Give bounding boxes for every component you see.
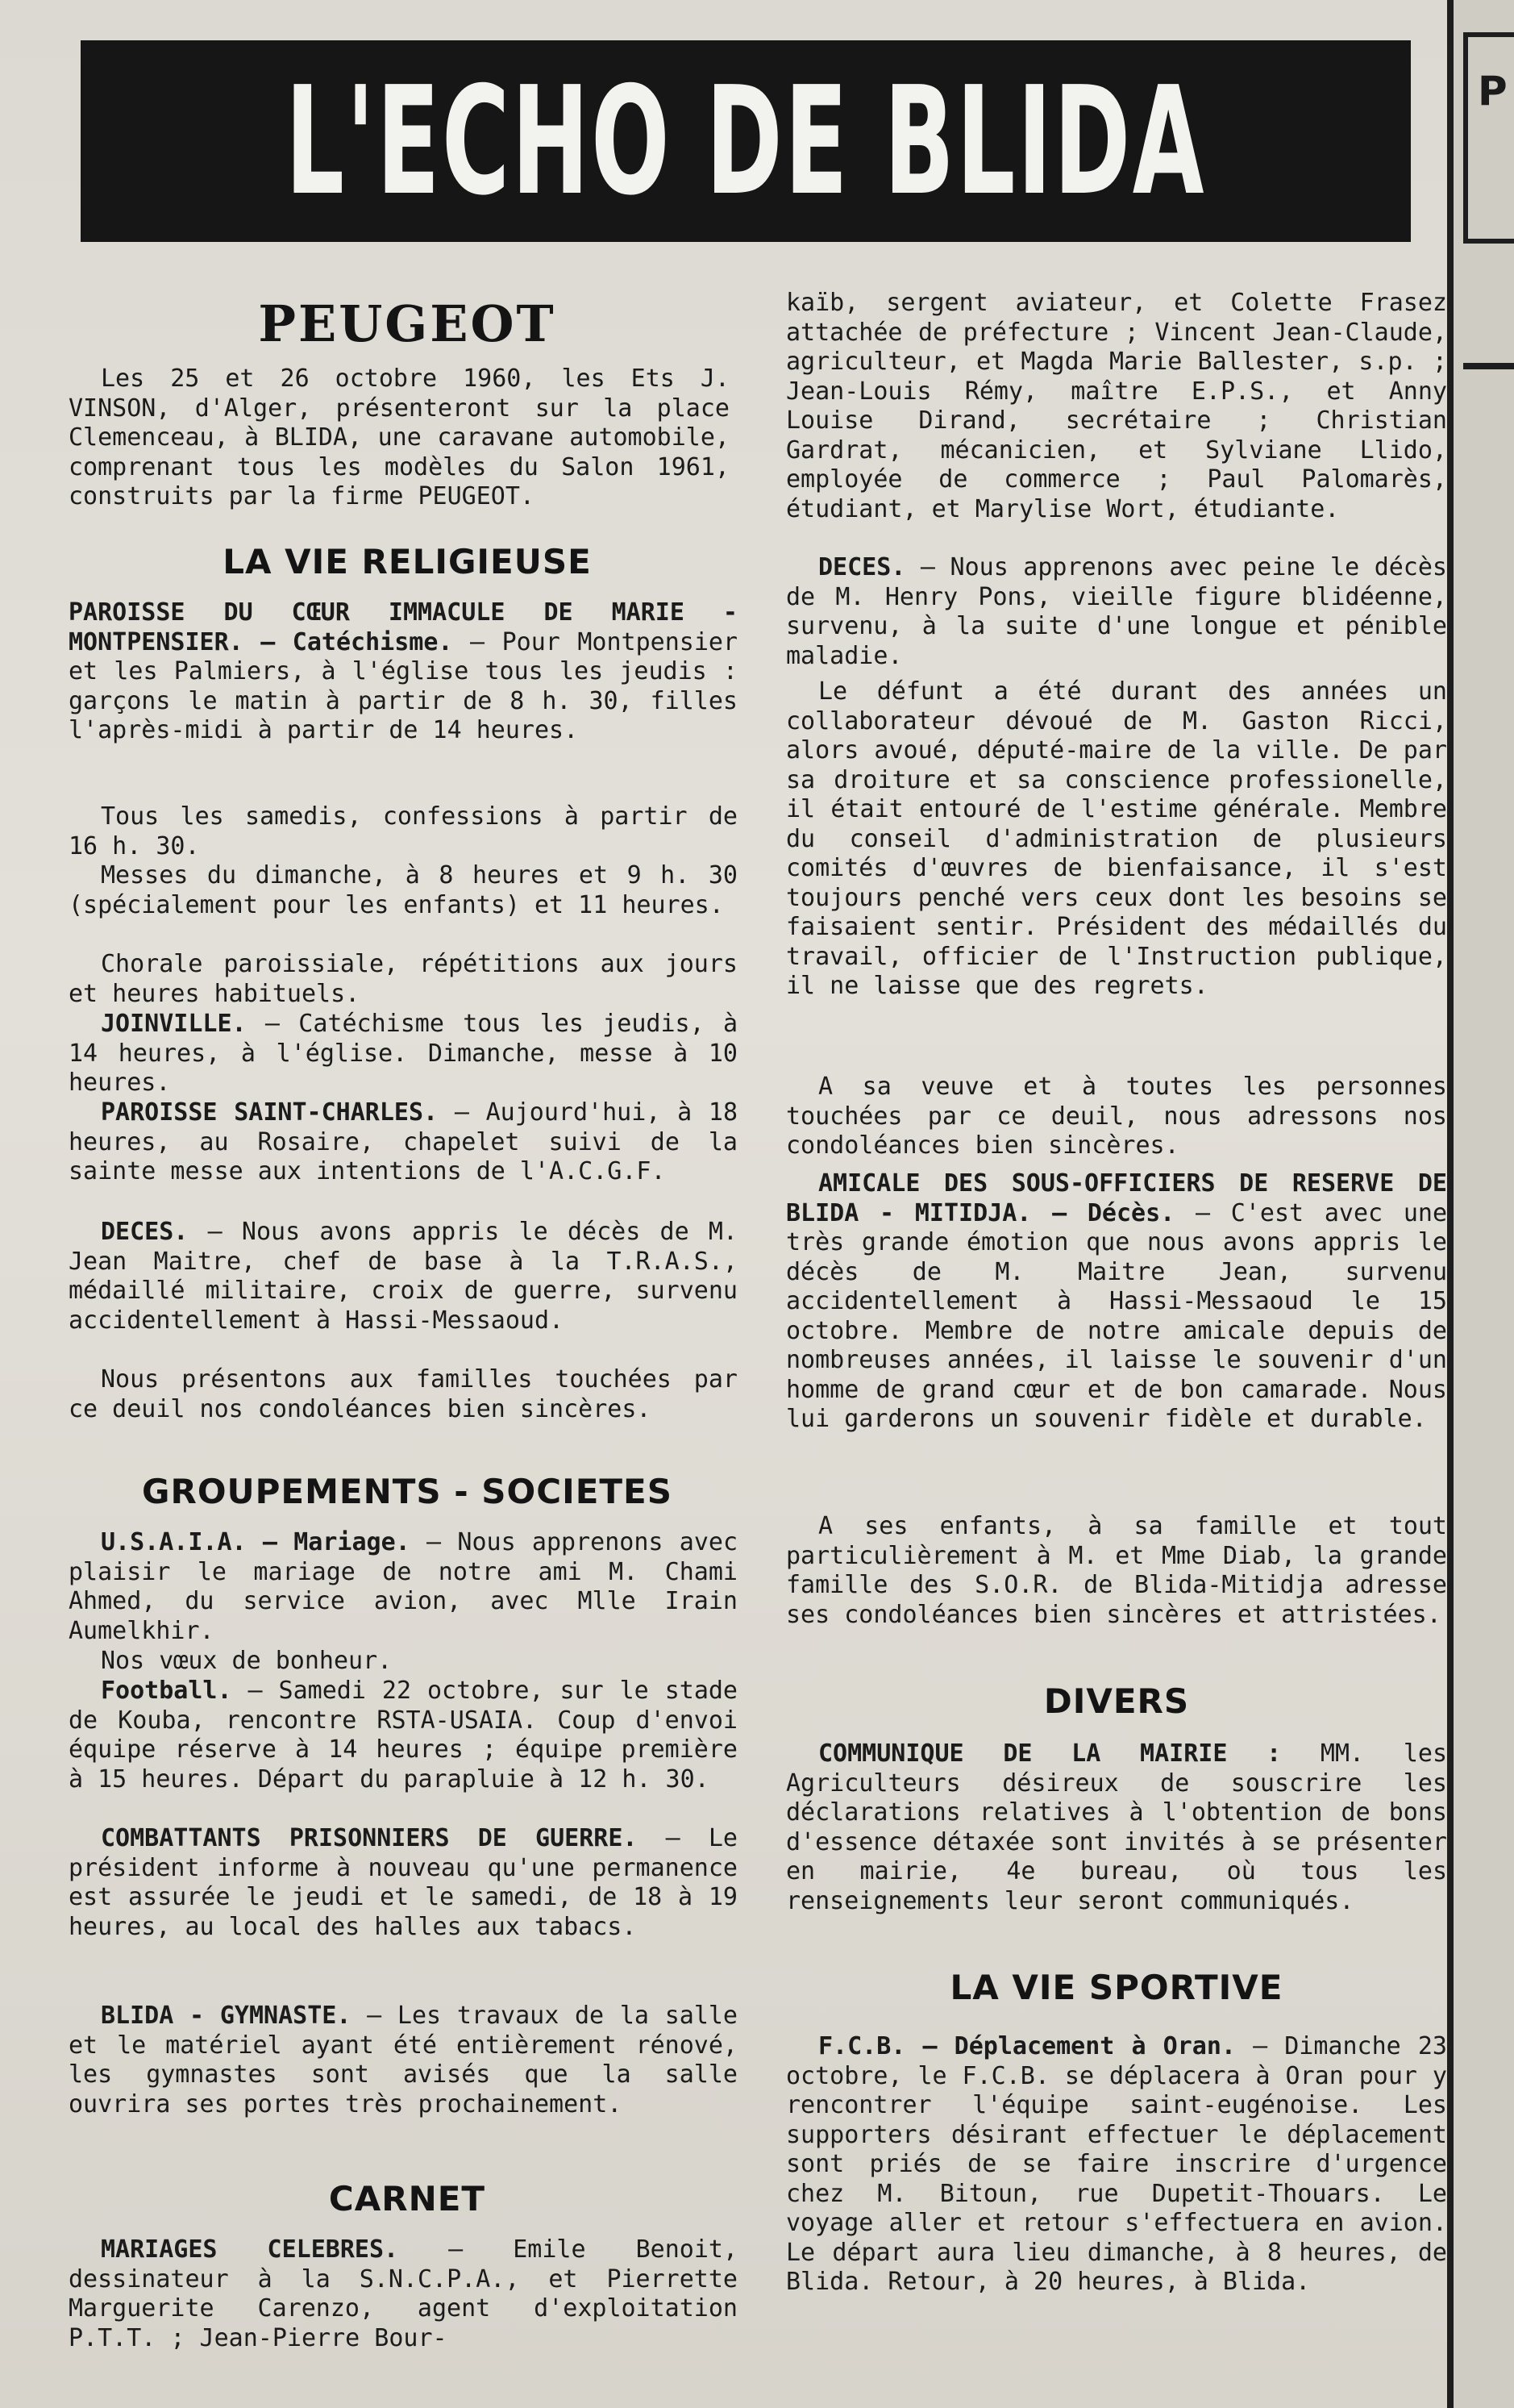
groupements-heading: GROUPEMENTS - SOCIETES	[142, 1472, 672, 1511]
combattants-paragraph	[69, 1824, 738, 1942]
coeur-text: — Pour Montpensier et les Palmiers, à l'église tous les jeudis : garçons le matin à partir de 8 h. 30, filles l'après-midi à partir de 14 heures.	[69, 627, 738, 744]
stcharles-lead: PAROISSE SAINT-CHARLES.	[101, 1098, 439, 1127]
deces-pons-paragraph	[786, 553, 1447, 671]
veuve-paragraph: A sa veuve et à toutes les personnes touchées par ce deuil, nous adressons nos condoléances bien sincères.	[786, 1073, 1447, 1160]
masthead-banner	[81, 40, 1411, 242]
joinville-paragraph	[69, 1010, 738, 1098]
fcb-text: — Dimanche 23 octobre, le F.C.B. se déplacera à Oran pour y rencontrer l'équipe saint-eugénoise. Les supporters désirant effectuer le déplacement sont priés de se faire inscrire d'urgence chez M. Bitoun, rue Dupetit-Thouars. Le voyage aller et retour s'effectuera en avion. Le départ aura lieu dimanche, à 8 heures, de Blida. Retour, à 20 heures, à Blida.	[786, 2032, 1447, 2296]
deces-pons-lead: DECES.	[818, 553, 906, 581]
coeur-paragraph	[69, 598, 738, 746]
peugeot-paragraph: Les 25 et 26 octobre 1960, les Ets J. VINSON, d'Alger, présenteront sur la place Clemenceau, à BLIDA, une caravane automobile, comprenant tous les modèles du Salon 1961, construits par la firme PEUGEOT.	[69, 365, 730, 510]
deces-lead: DECES.	[101, 1218, 189, 1246]
adjacent-page-rule	[1463, 363, 1514, 434]
amicale-lead: AMICALE DES SOUS-OFFICIERS DE RESERVE DE BLIDA - MITIDJA. — Décès.	[786, 1169, 1447, 1227]
mariages-lead: MARIAGES CELEBRES.	[101, 2235, 399, 2264]
communique-paragraph	[786, 1739, 1447, 1916]
football-text: — Samedi 22 octobre, sur le stade de Kouba, rencontre RSTA-USAIA. Coup d'envoi équipe réserve à 14 heures ; équipe première à 15 heures. Départ du parapluie à 12 h. 30.	[69, 1677, 738, 1794]
deces-text: — Nous avons appris le décès de M. Jean Maitre, chef de base à la T.R.A.S., médaillé militaire, croix de guerre, survenu accidentellement à Hassi-Messaoud.	[69, 1218, 738, 1335]
defunt-paragraph: Le défunt a été durant des années un collaborateur dévoué de M. Gaston Ricci, alors avoué, député-maire de la ville. De par sa droiture et sa conscience professionelle, il était entouré de l'estime générale. Membre du conseil d'administration de plusieurs comités d'œuvres de bienfaisance, il s'est toujours penché vers ceux dont les besoins se faisaient sentir. Président des médaillés du travail, officier de l'Instruction publique, il ne laisse que des regrets.	[786, 677, 1447, 1000]
usaia-text: — Nous apprenons avec plaisir le mariage de notre ami M. Chami Ahmed, du service avion, avec Mlle Irain Aumelkhir.	[69, 1528, 738, 1645]
football-paragraph	[69, 1677, 738, 1794]
amicale-paragraph	[786, 1169, 1447, 1435]
mariages-continued: kaïb, sergent aviateur, et Colette Frasez attachée de préfecture ; Vincent Jean-Claude, agriculteur, et Magda Marie Ballester, s.p. ; Jean-Louis Rémy, maître E.P.S., et Anny Louise Dirand, secrétaire ; Christian Gardrat, mécanicien, et Sylviane Llido, employée de commerce ; Paul Palomarès, étudiant, et Marylise Wort, étudiante.	[786, 289, 1447, 523]
chorale-paragraph: Chorale paroissiale, répétitions aux jours et heures habituels.	[69, 950, 738, 1008]
mariages-text: — Emile Benoit, dessinateur à la S.N.C.P.A., et Pierrette Marguerite Carenzo, agent d'exploitation P.T.T. ; Jean-Pierre Bour-	[69, 2235, 738, 2352]
fcb-paragraph	[786, 2032, 1447, 2298]
combattants-text: — Le président informe à nouveau qu'une permanence est assurée le jeudi et le samedi, de 18 à 19 heures, au local des halles aux tabacs.	[69, 1824, 738, 1941]
gymnaste-lead: BLIDA - GYMNASTE.	[101, 2002, 351, 2030]
deces-paragraph	[69, 1218, 738, 1335]
adjacent-page-edge	[1454, 0, 1514, 2408]
combattants-lead: COMBATTANTS PRISONNIERS DE GUERRE.	[101, 1824, 638, 1852]
peugeot-heading: PEUGEOT	[258, 294, 556, 353]
messes-paragraph: Messes du dimanche, à 8 heures et 9 h. 30 (spécialement pour les enfants) et 11 heures.	[69, 861, 738, 919]
joinville-text: — Catéchisme tous les jeudis, à 14 heures, à l'église. Dimanche, messe à 10 heures.	[69, 1010, 738, 1097]
vie-religieuse-heading: LA VIE RELIGIEUSE	[223, 542, 592, 581]
gymnaste-paragraph	[69, 2002, 738, 2119]
stcharles-text: — Aujourd'hui, à 18 heures, au Rosaire, chapelet suivi de la sainte messe aux intentions de l'A.C.G.F.	[69, 1098, 738, 1185]
mariages-paragraph	[69, 2235, 738, 2353]
football-lead: Football.	[101, 1677, 232, 1705]
divers-heading: DIVERS	[1043, 1681, 1190, 1721]
usaia-lead: U.S.A.I.A. — Mariage.	[101, 1528, 410, 1556]
samedis-paragraph: Tous les samedis, confessions à partir de 16 h. 30.	[69, 802, 738, 860]
enfants-paragraph: A ses enfants, à sa famille et tout particulièrement à M. et Mme Diab, la grande famille des S.O.R. de Blida-Mitidja adresse ses condoléances bien sincères et attristées.	[786, 1512, 1447, 1629]
stcharles-paragraph	[69, 1098, 738, 1187]
carnet-heading: CARNET	[328, 2179, 486, 2218]
adjacent-page-letter: P	[1478, 68, 1508, 115]
sportive-heading: LA VIE SPORTIVE	[950, 1968, 1283, 2007]
joinville-lead: JOINVILLE.	[101, 1010, 247, 1038]
column-divider	[1447, 0, 1454, 2408]
amicale-text: — C'est avec une très grande émotion que nous avons appris le décès de M. Maitre Jean, survenu accidentellement à Hassi-Messaoud le 15 octobre. Membre de notre amicale depuis de nombreuses années, il laisse le souvenir d'un homme de grand cœur et de bon camarade. Nous lui garderons un souvenir fidèle et durable.	[786, 1198, 1447, 1433]
adjacent-page-box	[1463, 32, 1514, 244]
communique-lead: COMMUNIQUE DE LA MAIRIE :	[818, 1739, 1282, 1768]
deces-pons-text: — Nous apprenons avec peine le décès de M. Henry Pons, vieille figure blidéenne, survenu, à la suite d'une longue et pénible maladie.	[786, 553, 1447, 670]
fcb-lead: F.C.B. — Déplacement à Oran.	[818, 2032, 1236, 2060]
communique-text: MM. les Agriculteurs désireux de souscrire les déclarations relatives à l'obtention de bons d'essence détaxée sont invités à se présenter en mairie, 4e bureau, où tous les renseignements leur seront communiqués.	[786, 1739, 1448, 1915]
voeux-paragraph: Nos vœux de bonheur.	[101, 1647, 393, 1675]
deces-condoleances: Nous présentons aux familles touchées par ce deuil nos condoléances bien sincères.	[69, 1365, 738, 1423]
gymnaste-text: — Les travaux de la salle et le matériel ayant été entièrement rénové, les gymnastes sont avisés que la salle ouvrira ses portes très prochainement.	[69, 2002, 738, 2118]
masthead-title: L'ECHO DE BLIDA	[285, 54, 1207, 228]
usaia-paragraph	[69, 1528, 738, 1646]
coeur-lead: PAROISSE DU CŒUR IMMACULE DE MARIE - MONTPENSIER. — Catéchisme.	[69, 598, 738, 656]
